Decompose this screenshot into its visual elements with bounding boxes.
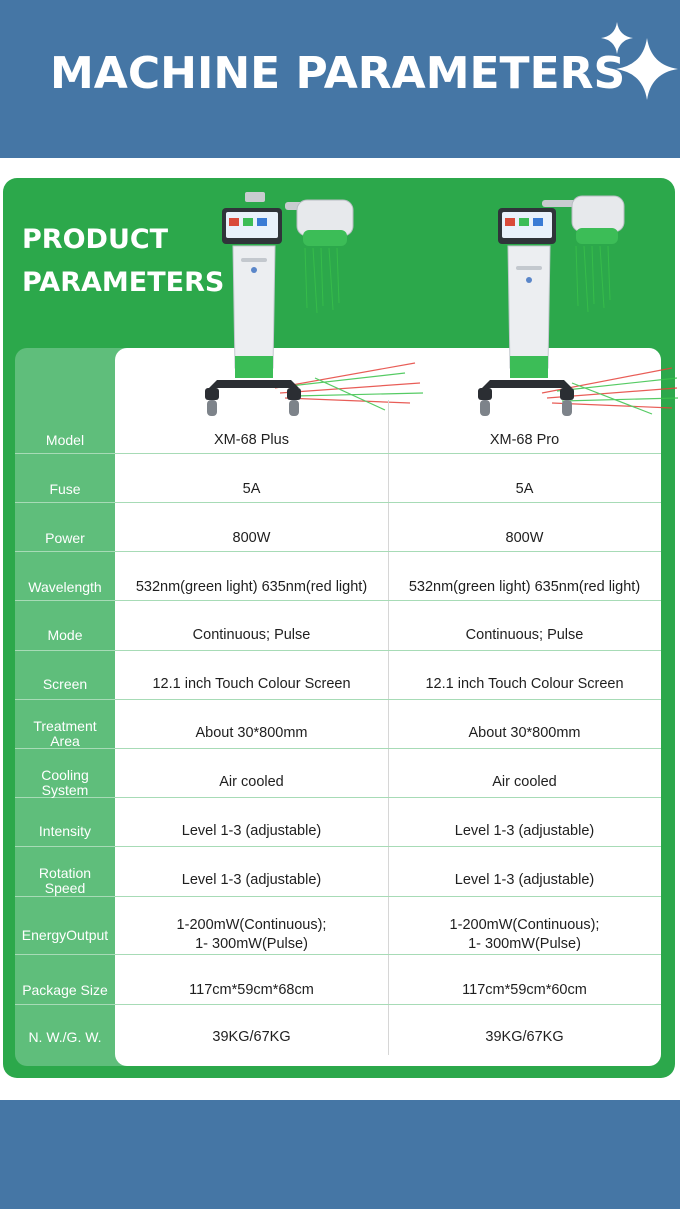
table-row bbox=[15, 905, 661, 965]
value-xm68-plus: 800W bbox=[232, 530, 271, 546]
table-row bbox=[15, 709, 661, 758]
value-xm68-plus: 117cm*59cm*68cm bbox=[189, 981, 314, 998]
table-row bbox=[15, 856, 661, 905]
value-xm68-pro: About 30*800mm bbox=[468, 725, 581, 741]
row-label: Intensity bbox=[38, 823, 92, 839]
value-xm68-pro: Air cooled bbox=[492, 774, 557, 790]
laser-machine-image bbox=[195, 188, 425, 420]
table-row bbox=[15, 965, 661, 1015]
table-row bbox=[15, 660, 661, 709]
table-row bbox=[15, 611, 661, 660]
row-label: EnergyOutput bbox=[21, 926, 109, 943]
title-line-1: PRODUCT bbox=[22, 224, 169, 255]
value-xm68-pro: Continuous; Pulse bbox=[465, 627, 584, 643]
table-row bbox=[15, 514, 661, 563]
value-xm68-plus: 12.1 inch Touch Colour Screen bbox=[152, 676, 351, 692]
value-xm68-plus: 532nm(green light) 635nm(red light) bbox=[135, 578, 368, 595]
page-title: MACHINE PARAMETERS bbox=[50, 48, 626, 99]
sparkle-icon bbox=[616, 38, 678, 100]
row-label: Cooling System bbox=[41, 766, 89, 798]
value-xm68-plus: Level 1-3 (adjustable) bbox=[181, 823, 322, 839]
table-row bbox=[15, 807, 661, 856]
title-line-2: PARAMETERS bbox=[22, 267, 225, 298]
row-label: Rotation Speed bbox=[38, 864, 92, 896]
row-label: Model bbox=[45, 431, 85, 448]
product-parameters-title bbox=[22, 218, 224, 304]
value-xm68-pro: 532nm(green light) 635nm(red light) bbox=[408, 578, 641, 595]
value-xm68-pro: 12.1 inch Touch Colour Screen bbox=[425, 676, 624, 692]
value-xm68-pro: 117cm*59cm*60cm bbox=[462, 981, 587, 998]
value-xm68-plus: Level 1-3 (adjustable) bbox=[181, 872, 322, 888]
table-row bbox=[15, 415, 661, 465]
row-label: Fuse bbox=[49, 481, 81, 497]
value-xm68-plus: XM-68 Plus bbox=[214, 431, 289, 448]
value-xm68-plus: 5A bbox=[242, 481, 261, 497]
value-xm68-pro: XM-68 Pro bbox=[489, 431, 560, 448]
value-xm68-pro: Level 1-3 (adjustable) bbox=[454, 872, 595, 888]
value-xm68-plus: Air cooled bbox=[219, 774, 284, 790]
table-row bbox=[15, 465, 661, 514]
row-label: Mode bbox=[47, 627, 83, 643]
row-label: Power bbox=[45, 530, 85, 546]
table-row bbox=[15, 563, 661, 611]
value-xm68-plus: 39KG/67KG bbox=[212, 1029, 291, 1045]
value-xm68-pro: Level 1-3 (adjustable) bbox=[454, 823, 595, 839]
value-xm68-pro: 800W bbox=[505, 530, 544, 546]
table-row bbox=[15, 1015, 661, 1060]
row-label: Package Size bbox=[22, 981, 108, 998]
row-label: Wavelength bbox=[28, 578, 102, 595]
value-xm68-plus: Continuous; Pulse bbox=[192, 627, 311, 643]
row-label: Screen bbox=[42, 676, 88, 692]
value-xm68-plus: 1-200mW(Continuous); 1- 300mW(Pulse) bbox=[176, 917, 327, 952]
row-label: Treatment Area bbox=[33, 717, 97, 749]
value-xm68-pro: 39KG/67KG bbox=[485, 1029, 564, 1045]
value-xm68-pro: 1-200mW(Continuous); 1- 300mW(Pulse) bbox=[449, 917, 600, 952]
value-xm68-pro: 5A bbox=[515, 481, 534, 497]
row-label: N. W./G. W. bbox=[28, 1029, 102, 1045]
footer-band bbox=[0, 1100, 680, 1209]
table-row bbox=[15, 758, 661, 807]
value-xm68-plus: About 30*800mm bbox=[195, 725, 308, 741]
laser-machine-image bbox=[472, 188, 680, 420]
